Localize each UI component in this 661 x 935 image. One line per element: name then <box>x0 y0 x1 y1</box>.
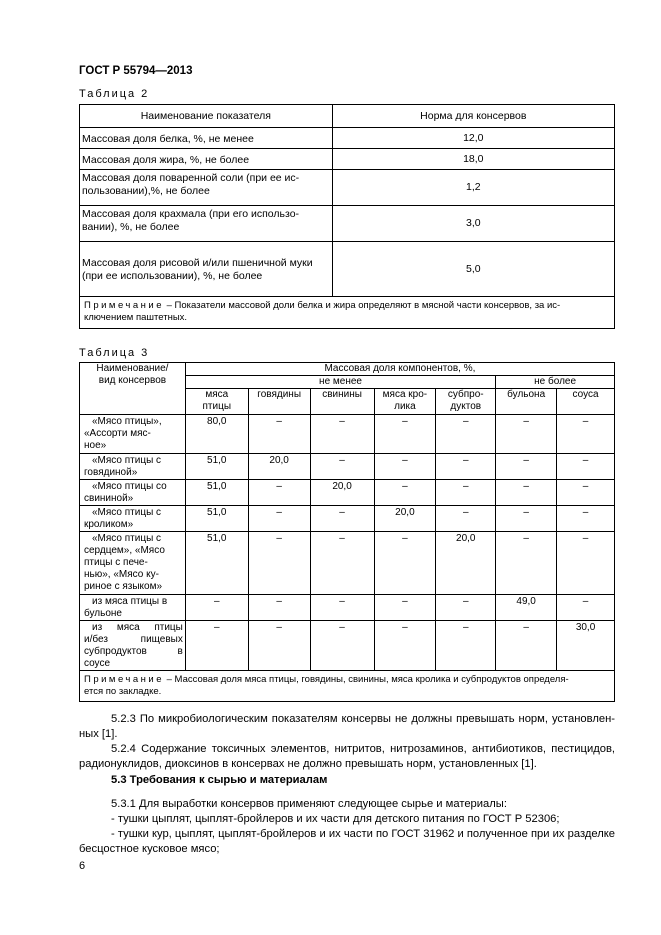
t3-row-name: из мяса птицы и/без пищевых субпродуктов в соусе <box>80 621 186 671</box>
t3-col-header: бульона <box>496 389 557 415</box>
t3-cell: – <box>248 415 310 454</box>
t3-cell: – <box>496 621 557 671</box>
t3-cell: – <box>248 506 310 532</box>
t3-cell: – <box>248 595 310 621</box>
table-row <box>80 149 615 170</box>
t3-cell: – <box>310 506 374 532</box>
t3-cell: 51,0 <box>185 480 248 506</box>
t3-cell: 51,0 <box>185 532 248 595</box>
t3-cell: – <box>310 415 374 454</box>
t3-row-name: «Мясо птицы с кроликом» <box>80 506 186 532</box>
t3-cell: – <box>374 595 436 621</box>
t3-cell: – <box>374 454 436 480</box>
table-3 <box>79 362 615 702</box>
list-item: - тушки кур, цыплят, цыплят-бройлеров и их части по ГОСТ 31962 и полученное при их разделке <box>111 828 615 840</box>
t2-label: Массовая доля крахмала (при его использо- вании), %, не более <box>80 206 333 242</box>
t3-cell: 51,0 <box>185 506 248 532</box>
t3-cell: – <box>436 595 496 621</box>
t3-col-header: свинины <box>310 389 374 415</box>
table-2 <box>79 104 615 329</box>
t3-col-header: мяса кро- лика <box>374 389 436 415</box>
t3-cell: – <box>310 454 374 480</box>
t3-cell: – <box>557 454 615 480</box>
t2-header-norm: Норма для консервов <box>332 105 614 128</box>
t3-cell: 20,0 <box>310 480 374 506</box>
t3-col-header: субпро- дуктов <box>436 389 496 415</box>
t3-cell: – <box>436 415 496 454</box>
t3-cell: – <box>374 415 436 454</box>
t3-cell: 51,0 <box>185 454 248 480</box>
paragraph-5-2-3: 5.2.3 По микробиологическим показателям консервы не должны превышать норм, установлен- ных [1]. <box>79 713 615 740</box>
t3-subheader-min: не менее <box>185 376 495 389</box>
table-row <box>80 128 615 149</box>
t3-col-header: говядины <box>248 389 310 415</box>
t3-cell: – <box>496 415 557 454</box>
t2-value: 18,0 <box>332 149 614 170</box>
t2-value: 3,0 <box>332 206 614 242</box>
table3-caption: Таблица 3 <box>79 347 150 359</box>
section-title-5-3: 5.3 Требования к сырью и материалам <box>111 774 328 786</box>
t3-cell: – <box>374 532 436 595</box>
t2-label: Массовая доля белка, %, не менее <box>80 128 333 149</box>
t3-cell: – <box>248 621 310 671</box>
t3-cell: – <box>248 480 310 506</box>
t3-cell: – <box>436 454 496 480</box>
t2-value: 5,0 <box>332 242 614 297</box>
page-number: 6 <box>79 860 86 872</box>
table-row <box>80 415 615 454</box>
paragraph-5-3-1: 5.3.1 Для выработки консервов применяют следующее сырье и материалы: - тушки цыплят, цыплят-бройлеров и их части для детского питания по ГОСТ Р 52306; - тушки кур, цыплят, цыплят-бройлеров и их части по ГОСТ 31962 и полученное при их разделке бесцостное кусковое мясо; <box>79 798 615 855</box>
t3-cell: – <box>557 595 615 621</box>
t3-cell: 80,0 <box>185 415 248 454</box>
t3-cell: 30,0 <box>557 621 615 671</box>
table-row <box>80 506 615 532</box>
table-row <box>80 242 615 297</box>
t2-header-name: Наименование показателя <box>80 105 333 128</box>
t3-cell: – <box>557 415 615 454</box>
table-row <box>80 170 615 206</box>
t2-value: 12,0 <box>332 128 614 149</box>
t3-cell: – <box>496 454 557 480</box>
table-row <box>80 206 615 242</box>
t3-header-group: Массовая доля компонентов, %, <box>185 363 614 376</box>
t3-note: Примечание – Массовая доля мяса птицы, говядины, свинины, мяса кролика и субпродуктов определя- ется по закладке. <box>80 671 615 702</box>
t3-row-name: «Мясо птицы со свининой» <box>80 480 186 506</box>
t3-row-name: «Мясо птицы с говядиной» <box>80 454 186 480</box>
paragraph-5-2-4: 5.2.4 Содержание токсичных элементов, нитритов, нитрозаминов, антибиотиков, пестицидов, радионуклидов, диоксинов в консервах не должно превышать норм, установленных [1]. <box>79 743 615 770</box>
t3-cell: – <box>496 480 557 506</box>
t3-cell: 20,0 <box>436 532 496 595</box>
t3-cell: – <box>248 532 310 595</box>
t3-cell: – <box>496 532 557 595</box>
t3-header-name: Наименование/ вид консервов <box>80 363 186 415</box>
t3-cell: – <box>557 506 615 532</box>
t3-cell: – <box>310 595 374 621</box>
t3-cell: – <box>436 506 496 532</box>
t3-cell: 20,0 <box>248 454 310 480</box>
t3-cell: – <box>185 595 248 621</box>
t3-col-header: соуса <box>557 389 615 415</box>
table-row <box>80 621 615 671</box>
t3-cell: – <box>374 621 436 671</box>
table2-caption: Таблица 2 <box>79 88 150 100</box>
document-header: ГОСТ Р 55794—2013 <box>79 65 193 77</box>
t3-cell: – <box>436 621 496 671</box>
t2-label: Массовая доля поваренной соли (при ее ис- пользовании),%, не более <box>80 170 333 206</box>
t3-cell: – <box>557 532 615 595</box>
t3-cell: – <box>310 621 374 671</box>
list-item: - тушки цыплят, цыплят-бройлеров и их части для детского питания по ГОСТ Р 52306; <box>111 813 560 825</box>
t3-cell: – <box>310 532 374 595</box>
t2-label: Массовая доля рисовой и/или пшеничной муки (при ее использовании), %, не более <box>80 242 333 297</box>
t2-note: Примечание – Показатели массовой доли белка и жира определяют в мясной части консервов, за ис- ключением паштетных. <box>80 297 615 329</box>
t3-cell: – <box>374 480 436 506</box>
t3-cell: 49,0 <box>496 595 557 621</box>
table-row <box>80 454 615 480</box>
t2-value: 1,2 <box>332 170 614 206</box>
t3-cell: – <box>436 480 496 506</box>
t3-row-name: из мяса птицы в бульоне <box>80 595 186 621</box>
table-row <box>80 480 615 506</box>
t3-col-header: мяса птицы <box>185 389 248 415</box>
t3-row-name: «Мясо птицы с сердцем», «Мясо птицы с пече- нью», «Мясо ку- риное с языком» <box>80 532 186 595</box>
t3-subheader-max: не более <box>496 376 615 389</box>
t3-cell: – <box>185 621 248 671</box>
t3-cell: – <box>557 480 615 506</box>
t2-label: Массовая доля жира, %, не более <box>80 149 333 170</box>
t3-cell: – <box>496 506 557 532</box>
table-row <box>80 532 615 595</box>
t3-row-name: «Мясо птицы», «Ассорти мяс- ное» <box>80 415 186 454</box>
t3-cell: 20,0 <box>374 506 436 532</box>
table-row <box>80 595 615 621</box>
